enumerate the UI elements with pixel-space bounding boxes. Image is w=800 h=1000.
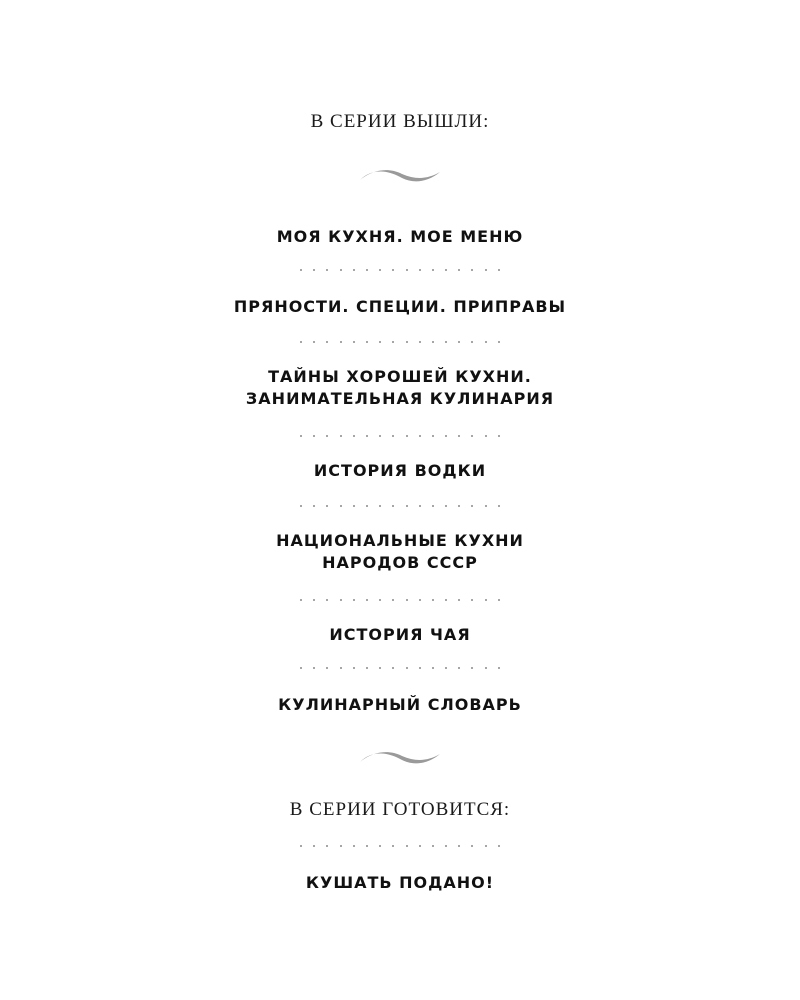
book-title-line: ЗАНИМАТЕЛЬНАЯ КУЛИНАРИЯ [245,389,555,408]
book-title-istoriya-vodki [0,460,800,482]
dotted-divider [300,598,500,602]
book-title-line: ИСТОРИЯ ВОДКИ [313,461,487,480]
dotted-divider [300,340,500,344]
dotted-divider [300,434,500,438]
dotted-divider [300,268,500,272]
book-title-moya-kukhnya [0,226,800,248]
book-title-line: КУЛИНАРНЫЙ СЛОВАРЬ [278,695,522,714]
book-title-line: ТАЙНЫ ХОРОШЕЙ КУХНИ. [268,367,532,386]
book-title-kulinarnyi-slovar [0,694,800,716]
book-title-natsionalnye-kukhni [0,530,800,574]
book-title-tainy-kukhni [0,366,800,410]
swash-ornament-icon [358,166,442,186]
book-title-istoriya-chaya [0,624,800,646]
dotted-divider [300,666,500,670]
published-heading: В СЕРИИ ВЫШЛИ: [310,111,490,132]
swash-ornament-icon [358,748,442,768]
book-title-kushat-podano [0,872,800,894]
upcoming-heading: В СЕРИИ ГОТОВИТСЯ: [289,799,511,820]
book-title-pryanosti [0,296,800,318]
book-title-line: ПРЯНОСТИ. СПЕЦИИ. ПРИПРАВЫ [233,297,567,316]
book-title-line: КУШАТЬ ПОДАНО! [305,873,495,892]
book-title-line: НАЦИОНАЛЬНЫЕ КУХНИ [276,531,524,550]
book-title-line: НАРОДОВ СССР [322,553,478,572]
book-title-line: МОЯ КУХНЯ. МОЕ МЕНЮ [276,227,524,246]
dotted-divider [300,504,500,508]
dotted-divider [300,844,500,848]
book-title-line: ИСТОРИЯ ЧАЯ [329,625,471,644]
